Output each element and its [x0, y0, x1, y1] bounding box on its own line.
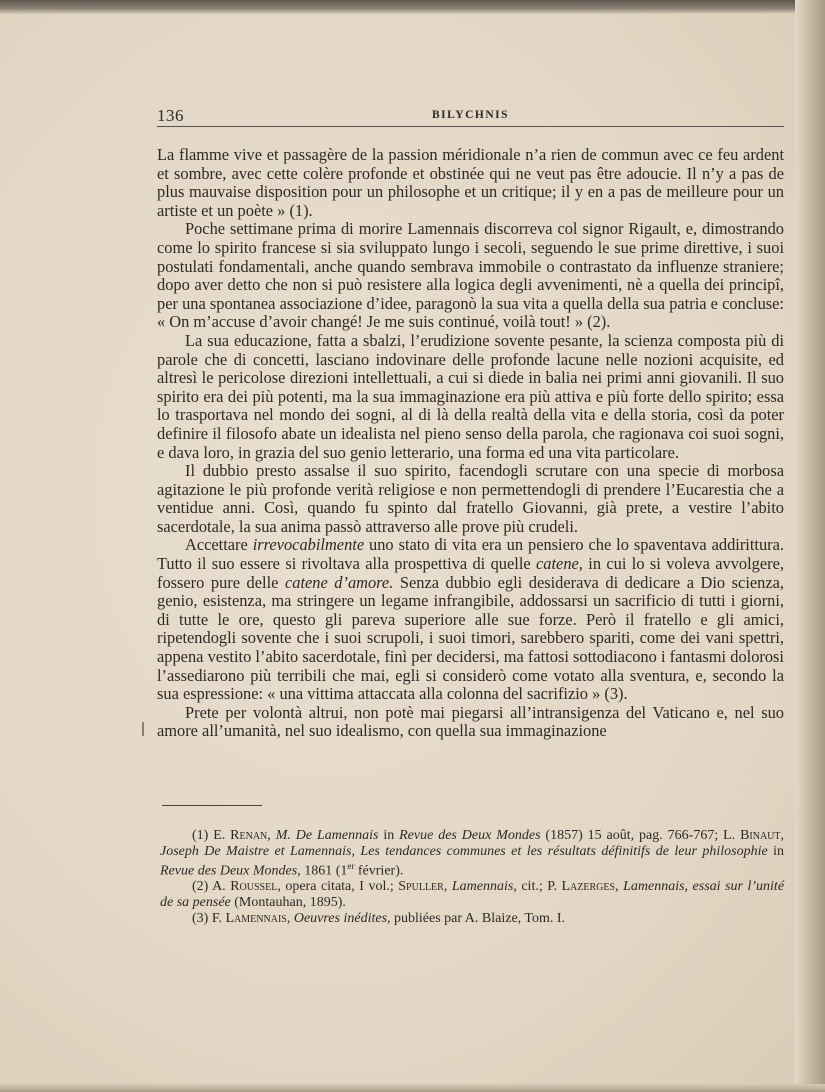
italic-text: Revue des Deux Mondes [399, 828, 541, 843]
footnotes [160, 828, 784, 926]
text-run: in [767, 843, 784, 859]
italic-text: Oeuvres inédites [293, 910, 388, 926]
italic-text: Lamennais, essai sur l’unité de sa pensée [160, 879, 785, 911]
author-name: Binaut [740, 828, 781, 843]
text-run: , [267, 828, 276, 843]
body-paragraph [157, 704, 784, 741]
text-run: Il dubbio presto assalse il suo spirito, facendogli scrutare con una specie di morbosa agitazione le più profonde verità religiose e non permettendogli di prendere l’Eucarestia che a ventidue anni. Così, quando fu spinto dal fratello Giovanni, già prete, a vestire l’abito sacerdotale, la sua anima passò attraverso alle prove più crudeli. [157, 461, 784, 536]
text-run: , publiées par A. Blaize, Tom. I. [387, 910, 566, 926]
text-run: (1) E. [192, 828, 231, 843]
italic-text: M. De Lamennais [275, 828, 379, 843]
italic-text: catene d’amore. [284, 572, 394, 592]
page-top-edge [0, 0, 825, 14]
body-paragraph [157, 332, 784, 462]
text-run: Prete per volontà altrui, non potè mai piegarsi all’intransigenza del Vaticano e, nel suo amore all’umanità, nel suo idealismo, con quella sua immaginazione [157, 702, 784, 741]
body-paragraph [157, 146, 784, 220]
author-name: Roussel [230, 879, 278, 895]
running-head [157, 104, 784, 127]
text-run: er [347, 861, 355, 872]
text-run: Accettare [185, 535, 253, 555]
text-run: , [615, 879, 624, 895]
author-name: Lamennais [225, 910, 287, 926]
text-run: (1857) 15 août, pag. 766-767; L. [540, 828, 741, 843]
text-run: (3) F. [192, 910, 226, 926]
italic-text: catene, [536, 554, 583, 574]
text-run: in cui lo si voleva avvolgere, fossero pure delle [157, 554, 784, 592]
page-number: 136 [157, 106, 184, 125]
body-paragraph [157, 536, 784, 703]
text-run: , [443, 879, 452, 895]
italic-text: irrevocabilmente [252, 535, 365, 555]
text-run: (Montauhan, 1895). [230, 895, 346, 911]
text-run: uno stato di vita era un pensiero che lo spaventava addirittura. Tutto il suo essere si rivoltava alla prospettiva di quelle [157, 535, 784, 574]
body-paragraph [157, 462, 784, 536]
text-run: , [286, 910, 294, 926]
text-run: , cit.; P. [513, 879, 562, 895]
text-run: (2) A. [192, 879, 231, 895]
text-run: , [780, 828, 785, 843]
page-bottom-edge [0, 1084, 825, 1092]
italic-text: Revue des Deux Mondes [160, 863, 298, 879]
footnote [160, 879, 784, 910]
italic-text: Lamennais [451, 879, 514, 895]
text-run: , opera citata, I vol.; [277, 879, 399, 895]
margin-pencil-mark [142, 722, 144, 736]
page-right-edge [795, 0, 825, 1092]
author-name: Lazerges [561, 879, 616, 895]
body-paragraph [157, 220, 784, 332]
footnote-separator [162, 805, 262, 806]
text-run: février). [354, 863, 404, 879]
body-text [157, 146, 784, 741]
text-run: , 1861 (1 [297, 863, 348, 879]
text-run: La flamme vive et passagère de la passion méridionale n’a rien de commun avec ce feu ardent et sombre, avec cette colère profonde et obstinée qui ne veut pas être adoucie. Il n’y a pas de plus mauvaise disposition pour un philosophe et un critique; il y en a pas de meilleure pour un artiste et un poète » (1). [157, 145, 784, 220]
text-run: La sua educazione, fatta a sbalzi, l’erudizione sovente pesante, la scienza composta più di parole che di concetti, lasciano indovinare delle profonde lacune nelle nozioni acquisite, ed altresì le pericolose direzioni intellettuali, a cui si diede in balia nei primi anni giovanili. Il suo spirito era dei più potenti, ma la sua immaginazione era più attiva e più forte dello spirito; essa lo trasportava nel mondo dei sogni, al di là della realtà della vita e della storia, così da poter definire il filosofo abate un idealista nel pieno senso della parola, che ragionava coi suoi sogni, e dava loro, in grazia del suo genio letterario, una forma ed una vita particolare. [157, 330, 784, 462]
journal-title: BILYCHNIS [432, 109, 509, 121]
text-run: Poche settimane prima di morire Lamennais discorreva col signor Rigault, e, dimostrando come lo spirito francese si sia sviluppato lungo i secoli, seguendo le sue prime direttive, i suoi postulati fondamentali, anche quando sembrava immobile o contrastato da influenze straniere; dopo aver detto che non si può resistere alla logica degli avvenimenti, nè a quella dei principî, per una spontanea associazione d’idee, paragonò la sua vita a quella della sua patria e concluse: « On m’accuse d’avoir changé! Je me suis continué, voilà tout! » (2). [157, 219, 784, 332]
text-run: in [378, 828, 400, 843]
italic-text: Joseph De Maistre et Lamennais, Les tendances communes et les résultats définitifs de leur philosophie [160, 843, 768, 859]
author-name: Spuller [398, 879, 444, 895]
footnote [160, 828, 784, 879]
text-run: Senza dubbio egli desiderava di dedicare a Dio scienza, genio, esistenza, ma stringere un legame infrangibile, addossarsi un sacrificio di tutti i giorni, di tutte le ore, questo gli pareva superiore alle sue forze. Però il fratello e gli amici, ripetendogli sovente che i suoi scrupoli, i suoi timori, sarebbero spariti, come dei vani spettri, appena vestito l’abito sacerdotale, finì per decidersi, ma fattosi sottodiacono i fantasmi dolorosi l’assediarono più terribili che mai, egli si considerò come votato alla sventura, e, secondo la sua espressione: « una vittima attaccata alla colonna del sacrifizio » (3). [157, 572, 785, 704]
author-name: Renan [230, 828, 268, 843]
footnote [160, 911, 784, 927]
